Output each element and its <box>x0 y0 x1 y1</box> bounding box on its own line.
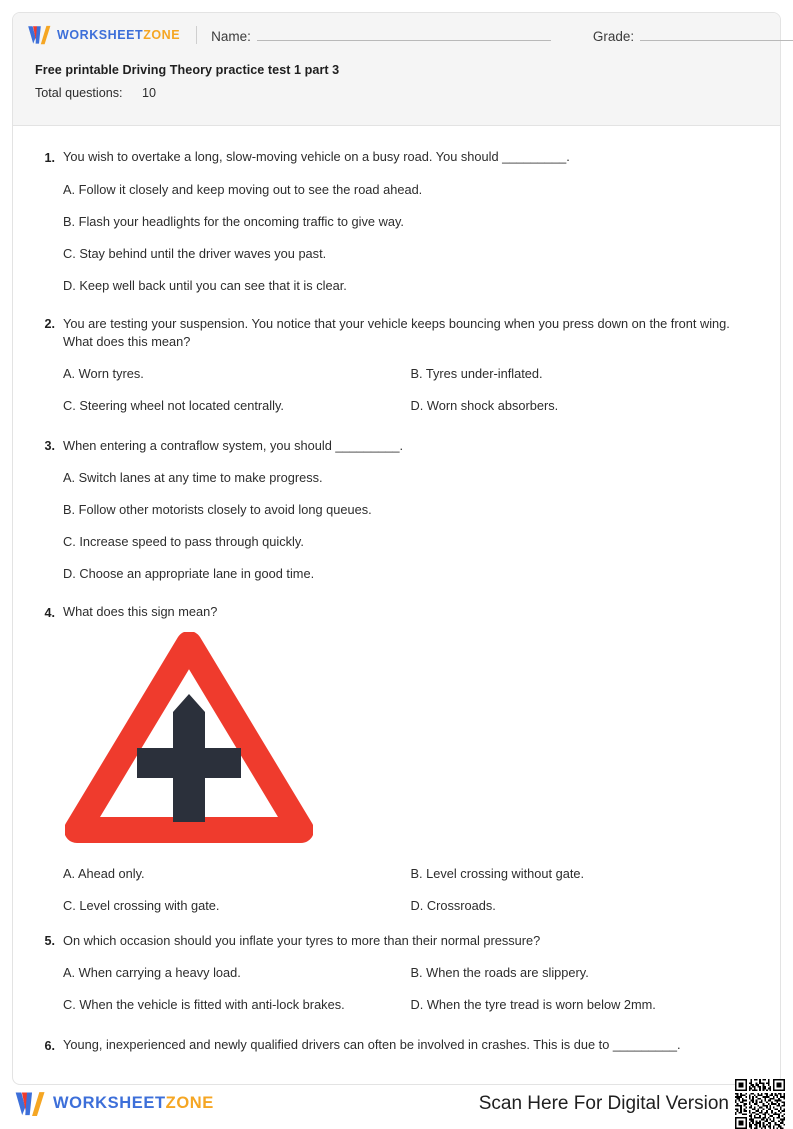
question-head <box>35 932 758 951</box>
question-text: What does this sign mean? <box>63 604 218 619</box>
question-number: 2. <box>44 317 55 331</box>
grade-field-rule[interactable] <box>640 27 793 41</box>
answer-option[interactable]: B. When the roads are slippery. <box>410 965 589 980</box>
grade-field[interactable] <box>593 27 793 44</box>
brand-logo <box>27 25 180 45</box>
answer-options <box>35 865 758 915</box>
question-number: 6. <box>44 1038 55 1053</box>
answer-options <box>35 469 758 583</box>
question-head <box>35 315 758 351</box>
answer-option[interactable]: A. Switch lanes at any time to make progress. <box>63 470 323 485</box>
header-meta <box>13 57 780 100</box>
question-text: You are testing your suspension. You notice that your vehicle keeps bouncing when you press down on the front wing. What does this mean? <box>63 315 730 349</box>
question-head <box>35 148 758 167</box>
page-title: Free printable Driving Theory practice test 1 part 3 <box>35 63 340 77</box>
answer-option[interactable]: A. Follow it closely and keep moving out to see the road ahead. <box>63 181 423 197</box>
answer-option[interactable]: D. When the tyre tread is worn below 2mm. <box>410 997 656 1012</box>
answer-options <box>35 181 758 295</box>
footer-brand-name-part2: ZONE <box>165 1094 214 1112</box>
answer-option[interactable]: B. Level crossing without gate. <box>410 865 585 881</box>
question-text: Young, inexperienced and newly qualified drivers can often be involved in crashes. This is due to _________. <box>63 1037 681 1052</box>
question-head <box>35 1036 758 1055</box>
brand-name-part2: ZONE <box>143 28 181 42</box>
name-field[interactable] <box>211 27 551 44</box>
brand-wordmark <box>57 28 180 42</box>
answer-option[interactable]: A. Ahead only. <box>63 865 145 881</box>
question-number: 3. <box>44 439 55 453</box>
question-item <box>35 315 758 415</box>
qr-code-icon[interactable] <box>735 1079 785 1129</box>
answer-option[interactable]: B. Flash your headlights for the oncoming traffic to give way. <box>63 213 404 229</box>
brand-name-part1: WORKSHEET <box>57 28 144 42</box>
page-footer <box>0 1085 793 1122</box>
question-item <box>35 1036 758 1055</box>
answer-option[interactable]: D. Worn shock absorbers. <box>410 397 559 413</box>
answer-option[interactable]: D. Crossroads. <box>410 897 496 913</box>
question-head <box>35 603 758 622</box>
worksheet-card <box>12 12 781 1085</box>
total-questions-count: 10 <box>142 86 157 100</box>
answer-option[interactable]: C. When the vehicle is fitted with anti-lock brakes. <box>63 997 345 1012</box>
question-number: 4. <box>44 605 55 620</box>
answer-option[interactable]: D. Choose an appropriate lane in good time. <box>63 566 315 581</box>
question-item <box>35 932 758 1015</box>
question-number: 5. <box>44 934 55 948</box>
grade-field-label: Grade: <box>592 28 635 44</box>
question-head <box>35 437 758 456</box>
answer-option[interactable]: C. Steering wheel not located centrally. <box>63 397 284 413</box>
footer-brand-wordmark <box>53 1094 214 1113</box>
question-text: You wish to overtake a long, slow-moving vehicle on a busy road. You should _________. <box>63 149 570 164</box>
answer-option[interactable]: B. Tyres under-inflated. <box>410 365 543 381</box>
question-item <box>35 437 758 584</box>
question-figure <box>35 632 758 847</box>
name-field-rule[interactable] <box>257 27 551 41</box>
worksheet-zone-logo-icon <box>14 1091 48 1117</box>
crossroads-warning-sign-icon <box>65 632 313 847</box>
name-field-label: Name: <box>211 28 251 44</box>
question-text: On which occasion should you inflate your tyres to more than their normal pressure? <box>63 932 541 948</box>
answer-option[interactable]: A. When carrying a heavy load. <box>63 965 241 980</box>
worksheet-header <box>13 13 780 126</box>
question-text: When entering a contraflow system, you should _________. <box>63 437 404 453</box>
answer-option[interactable]: B. Follow other motorists closely to avoid long queues. <box>63 502 372 517</box>
question-item <box>35 603 758 915</box>
answer-option[interactable]: A. Worn tyres. <box>63 365 144 381</box>
answer-options <box>35 964 758 1014</box>
answer-option[interactable]: D. Keep well back until you can see that it is clear. <box>63 277 347 293</box>
worksheet-zone-logo-icon <box>27 25 53 45</box>
footer-brand-logo <box>14 1091 214 1117</box>
questions-list <box>13 126 780 1055</box>
answer-options <box>35 365 758 415</box>
scan-prompt-text: Scan Here For Digital Version <box>478 1092 729 1114</box>
total-questions-label: Total questions: <box>35 86 123 100</box>
header-top-row <box>13 13 780 57</box>
answer-option[interactable]: C. Stay behind until the driver waves you past. <box>63 245 327 261</box>
header-divider <box>196 26 197 44</box>
question-item <box>35 148 758 295</box>
answer-option[interactable]: C. Level crossing with gate. <box>63 897 220 913</box>
total-questions-row <box>35 86 760 100</box>
footer-brand-name-part1: WORKSHEET <box>53 1094 166 1112</box>
question-number: 1. <box>44 150 55 165</box>
answer-option[interactable]: C. Increase speed to pass through quickly. <box>63 534 304 549</box>
